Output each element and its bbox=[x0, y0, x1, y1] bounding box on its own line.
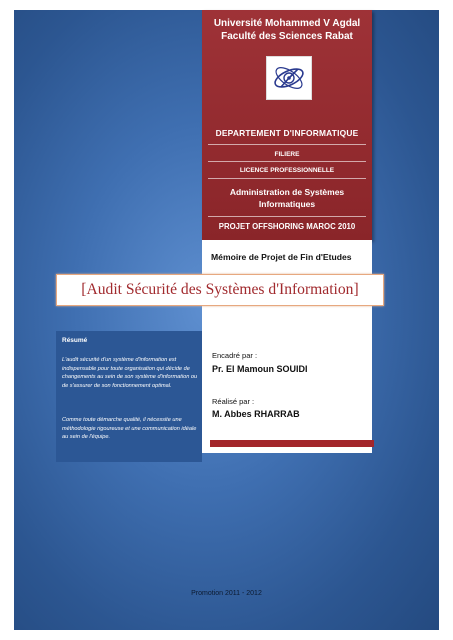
filiere-label: FILIERE bbox=[274, 151, 300, 158]
resume-paragraph: Comme toute démarche qualité, il nécessite une méthodologie rigoureuse et une communication idéale au sein de l'équipe. bbox=[62, 417, 197, 441]
licence-label: LICENCE PROFESSIONNELLE bbox=[239, 167, 335, 174]
author-label: Réalisé par : bbox=[212, 397, 255, 406]
credits-panel bbox=[202, 240, 372, 453]
title-box bbox=[56, 274, 384, 306]
university-logo bbox=[266, 56, 312, 100]
university-heading bbox=[202, 17, 372, 43]
program-name: Administration de Systèmes Informatiques bbox=[229, 187, 345, 209]
resume-panel bbox=[56, 331, 202, 462]
resume-paragraph: L'audit sécurité d'un système d'information est indispensable pour toute organisation qui décide de changements au sein de son système d'information ou de s'assurer de son fonctionnement optimal. bbox=[62, 357, 198, 390]
promotion-year: Promotion 2011 - 2012 bbox=[191, 590, 262, 597]
resume-heading: Résumé bbox=[62, 337, 88, 344]
faculty-name: Faculté des Sciences Rabat bbox=[221, 31, 353, 42]
document-title: [Audit Sécurité des Systèmes d'Information] bbox=[81, 281, 359, 298]
university-name: Université Mohammed V Agdal bbox=[213, 18, 361, 29]
divider bbox=[208, 161, 366, 162]
department-title: DEPARTEMENT D'INFORMATIQUE bbox=[215, 128, 359, 138]
divider bbox=[208, 216, 366, 217]
decorative-bar bbox=[210, 440, 374, 447]
memoire-subtitle: Mémoire de Projet de Fin d'Etudes bbox=[211, 252, 352, 262]
supervisor-name: Pr. El Mamoun SOUIDI bbox=[212, 364, 308, 374]
supervisor-label: Encadré par : bbox=[212, 351, 258, 360]
author-name: M. Abbes RHARRAB bbox=[212, 409, 300, 419]
header-panel bbox=[202, 10, 372, 240]
divider bbox=[208, 144, 366, 145]
divider bbox=[208, 178, 366, 179]
project-name: PROJET OFFSHORING MAROC 2010 bbox=[218, 222, 356, 231]
